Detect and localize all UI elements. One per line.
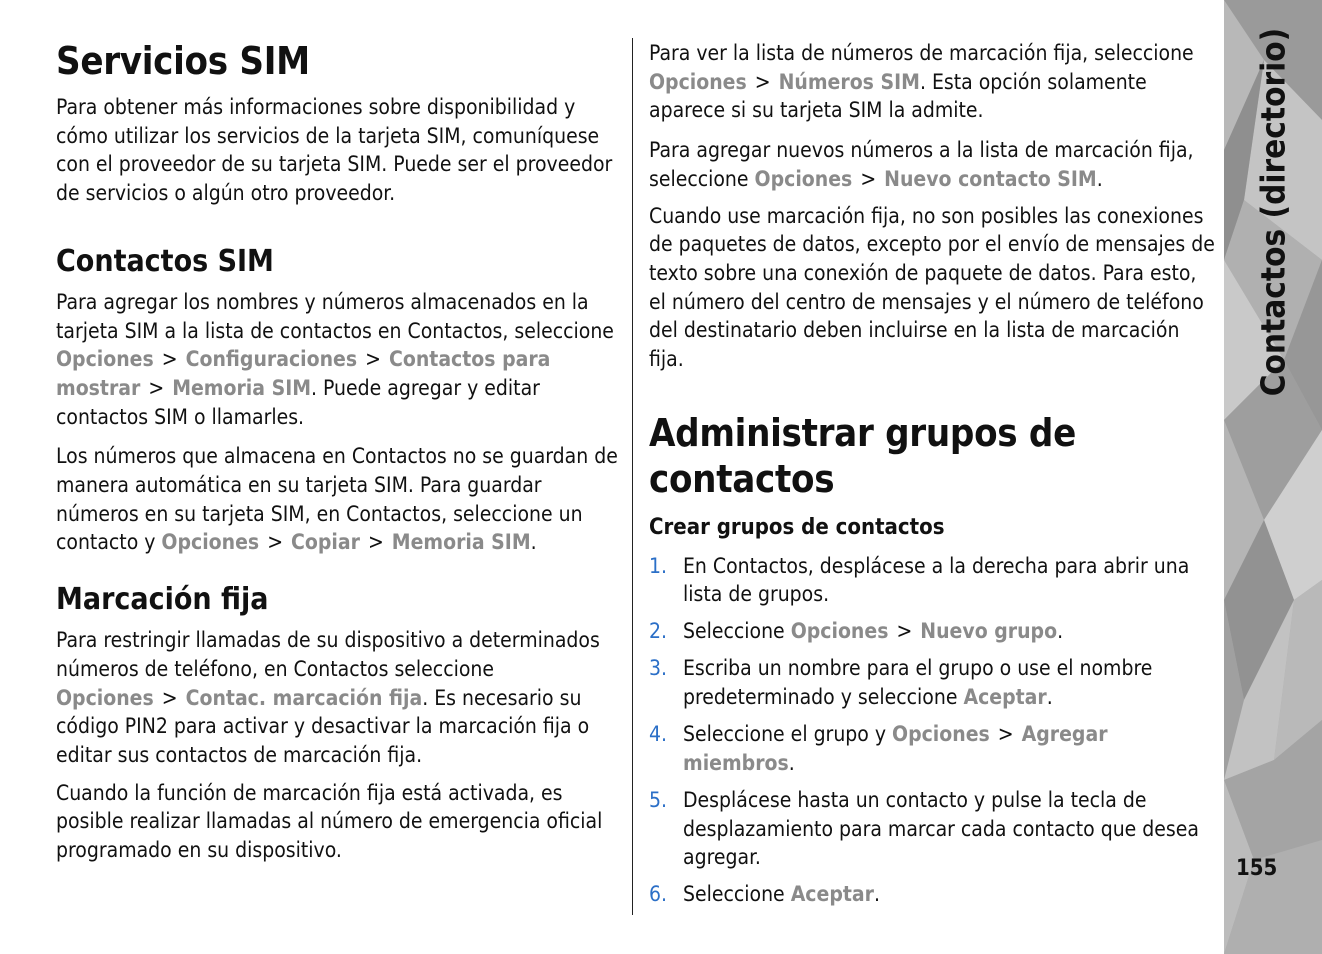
step-number: 2. [649,619,668,644]
marcacion-paragraph-5: Cuando use marcación fija, no son posibles las conexiones de paquetes de datos, excepto por el envío de mensajes de texto sobre una conexión de paquete de datos. Para esto, el número del centro de mensajes y el número de teléfono del destinatario deben incluirse en la lista de marcación fija. [649,203,1215,372]
list-item: 4. Seleccione el grupo y Opciones > Agregar miembros. [649,722,1108,775]
menu-path-copiar: Copiar [291,530,360,555]
menu-path-opciones: Opciones [161,530,260,555]
menu-path-aceptar: Aceptar [790,882,874,907]
steps-list [649,552,1215,909]
menu-path-memoria-sim: Memoria SIM [391,530,531,555]
menu-path-opciones: Opciones [790,619,889,644]
menu-path-contactos-para-mostrar: Contactos para mostrar [56,347,551,400]
list-item: 6. Seleccione Aceptar. [649,880,1215,909]
heading-contactos-sim: Contactos SIM [56,243,274,279]
marcacion-paragraph-2: Cuando la función de marcación fija está activada, es posible realizar llamadas al número de emergencia oficial programado en su dispositivo. [56,780,603,863]
right-column [649,0,1215,917]
path-separator: > [896,619,913,644]
path-separator: > [148,375,165,400]
page-number: 155 [1236,856,1278,881]
menu-path-opciones: Opciones [56,347,154,372]
contactos-paragraph-2: Los números que almacena en Contactos no se guardan de manera automática en su tarjeta SIM. Para guardar números en su tarjeta SIM, en Contactos, seleccione un contacto y Opciones > Copiar > Memoria SIM. [56,444,618,555]
path-separator: > [267,530,284,555]
path-separator: > [860,166,877,191]
step-number: 1. [649,553,668,578]
section-title-vertical [1224,0,1322,954]
heading-servicios-sim: Servicios SIM [56,39,310,83]
list-item: 2. Seleccione Opciones > Nuevo grupo. [649,617,1215,646]
step-number: 4. [649,722,668,747]
menu-path-opciones: Opciones [754,166,853,191]
menu-path-opciones: Opciones [892,722,990,747]
section-title: Contactos (directorio) [1253,27,1293,397]
menu-path-opciones: Opciones [56,685,154,710]
contactos-paragraph-1: Para agregar los nombres y números almacenados en la tarjeta SIM a la lista de contactos en Contactos, seleccione Opciones > Configuraciones > Contactos para mostrar > Memoria SIM. Puede agregar y editar contactos SIM o llamarles. [56,289,614,429]
menu-path-contac-marcacion-fija: Contac. marcación fija [185,685,423,710]
marcacion-paragraph-1: Para restringir llamadas de su dispositivo a determinados números de teléfono, en Contactos seleccione Opciones > Contac. marcación fija. Es necesario su código PIN2 para activar y desactivar la marcación fija o editar sus contactos de marcación fija. [56,628,600,767]
menu-path-opciones: Opciones [649,69,747,94]
step-number: 6. [649,882,668,907]
step-number: 5. [649,787,668,812]
menu-path-memoria-sim: Memoria SIM [172,375,312,400]
heading-administrar-grupos: Administrar grupos de contactos [649,410,1076,501]
path-separator: > [754,69,771,94]
servicios-paragraph: Para obtener más informaciones sobre disponibilidad y cómo utilizar los servicios de la tarjeta SIM, comuníquese con el proveedor de su tarjeta SIM. Puede ser el proveedor de servicios o algún otro proveedor. [56,95,613,206]
menu-path-nuevo-grupo: Nuevo grupo [920,619,1058,644]
step-number: 3. [649,656,668,681]
menu-path-configuraciones: Configuraciones [185,347,358,372]
marcacion-paragraph-3: Para ver la lista de números de marcación fija, seleccione Opciones > Números SIM. Esta opción solamente aparece si su tarjeta SIM la admite. [649,41,1194,123]
list-item: 1. En Contactos, desplácese a la derecha para abrir una lista de grupos. [649,553,1190,607]
heading-marcacion-fija: Marcación fija [56,582,269,618]
menu-path-agregar-miembros: Agregar miembros [683,722,1108,775]
list-item: 3. Escriba un nombre para el grupo o use el nombre predeterminado y seleccione Aceptar. [649,656,1153,710]
path-separator: > [365,347,381,372]
menu-path-numeros-sim: Números SIM [778,69,920,94]
menu-path-aceptar: Aceptar [963,685,1047,710]
subheading-crear-grupos: Crear grupos de contactos [649,514,945,540]
marcacion-paragraph-4: Para agregar nuevos números a la lista de marcación fija, seleccione Opciones > Nuevo contacto SIM. [649,138,1194,191]
column-divider [632,38,633,915]
list-item: 5. Desplácese hasta un contacto y pulse la tecla de desplazamiento para marcar cada contacto que desea agregar. [649,787,1199,870]
path-separator: > [161,347,178,372]
path-separator: > [161,685,178,710]
path-separator: > [367,530,384,555]
left-column [56,0,618,865]
path-separator: > [997,722,1014,747]
menu-path-nuevo-contacto-sim: Nuevo contacto SIM [884,166,1097,191]
